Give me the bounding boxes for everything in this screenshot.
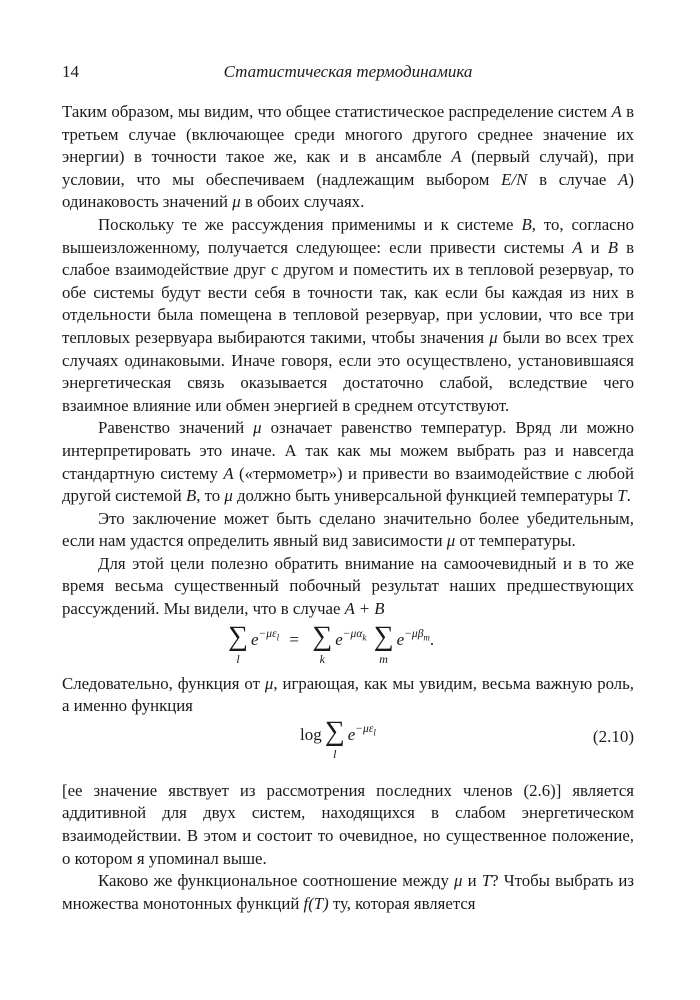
paragraph-4: Это заключение может быть сделано значительно более убедительным, если нам удастся определить явный вид зависимости μ от температуры. bbox=[62, 508, 634, 551]
exponential-term: $e^{-\mu\varepsilon_l}$ bbox=[347, 722, 376, 744]
running-header bbox=[62, 62, 634, 86]
paragraph-3: Равенство значений μ означает равенство температур. Вряд ли можно интерпретировать это иначе. А так как мы можем выбрать раз и навсегда стандартную систему A («термометр») и привести во взаимодействие с любой другой системой B, то μ должно быть универсальной функцией температуры T. bbox=[62, 418, 635, 506]
rhs-exponential-m: $e^{-\mu\beta_m}$. bbox=[396, 627, 435, 649]
sum-symbol-k: ∑ k bbox=[312, 620, 333, 666]
paragraph-2: Поскольку те же рассуждения применимы и к системе B, то, согласно вышеизложенному, получается следующее: если привести системы A и B в слабое взаимодействие друг с другом и поместить их в тепловой резервуар, то обе системы будут вести себя в точности так, как если бы каждая из них в отдельности была помещена в тепловой резервуар, при условии, что все три тепловых резервуара выбираются такими, чтобы значения μ были во всех трех случаях одинаковыми. Иначе говоря, если это осуществлено, установившаяся энергетическая связь оказывается достаточно слабой, вследствие чего взаимное влияние или обмен энергией в среднем отсутствуют. bbox=[62, 214, 634, 415]
book-page bbox=[62, 62, 634, 915]
equation-2-10 bbox=[62, 715, 634, 780]
equation-sum-identity bbox=[62, 621, 634, 673]
paragraph-6: Следовательно, функция от μ, играющая, как мы увидим, весьма важную роль, а именно функция bbox=[62, 673, 634, 716]
paragraph-8: Каково же функциональное соотношение между μ и T? Чтобы выбрать из множества монотонных функций f(T) ту, которая является bbox=[62, 871, 634, 913]
sum-symbol-l2: ∑ l bbox=[324, 715, 345, 761]
equation-number: (2.10) bbox=[592, 726, 634, 746]
rhs-exponential-k: $e^{-\mu\alpha_k}$ bbox=[335, 627, 367, 649]
log-function: log bbox=[300, 724, 322, 744]
running-title: Статистическая термодинамика bbox=[223, 62, 473, 81]
equals-sign: = bbox=[289, 629, 299, 649]
lhs-exponential: $e^{-\mu\varepsilon_l}$ bbox=[251, 627, 280, 649]
sum-symbol-m: ∑ m bbox=[373, 620, 394, 666]
paragraph-5: Для этой цели полезно обратить внимание на самоочевидный и в то же время весьма существенный побочный результат наших предшествующих рассуждений. Мы видели, что в случае A + B bbox=[62, 553, 634, 619]
sum-symbol-l: ∑ l bbox=[228, 620, 248, 666]
paragraph-7: [ее значение явствует из рассмотрения последних членов (2.6)] является аддитивной для двух систем, находящихся в слабом энергетическом взаимодействии. В этом и состоит то очевидное, но существенное положение, о котором я упоминал выше. bbox=[62, 780, 634, 868]
body-text bbox=[62, 101, 634, 915]
page-number: 14 bbox=[62, 62, 79, 81]
paragraph-1: Таким образом, мы видим, что общее статистическое распределение систем A в третьем случае (включающее среди многого другого среднее значение их энергии) в точности такое же, как и в ансамбле A (первый случай), при условии, что мы обеспечиваем (надлежащим выбором E/N в случае A) одинаковость значений μ в обоих случаях. bbox=[62, 102, 635, 212]
